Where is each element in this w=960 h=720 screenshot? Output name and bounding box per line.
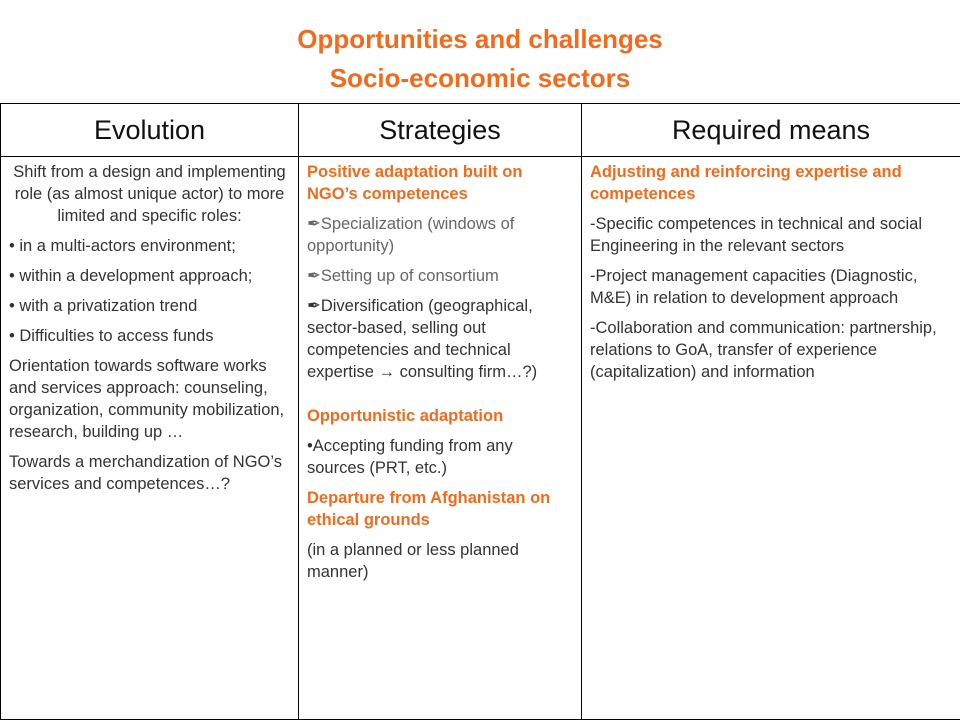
evolution-merchandization: Towards a merchandization of NGO’s services and competences…? [9, 453, 282, 493]
opportunistic-adaptation-heading: Opportunistic adaptation [307, 407, 504, 425]
opportunistic-item: •Accepting funding from any sources (PRT, etc.) [307, 437, 513, 477]
header-evolution: Evolution [1, 104, 299, 157]
means-heading: Adjusting and reinforcing expertise and competences [590, 163, 902, 203]
evolution-bullet: • in a multi-actors environment; [9, 237, 236, 255]
positive-adaptation-heading: Positive adaptation built on NGO’s competences [307, 163, 523, 203]
slide-subtitle: Socio-economic sectors [329, 63, 631, 93]
evolution-cell [1, 157, 299, 720]
table-body-row [1, 157, 960, 720]
header-strategies: Strategies [299, 104, 582, 157]
strategies-cell [299, 157, 582, 720]
strategy-item: ✒Specialization (windows of opportunity) [307, 215, 515, 255]
header-required-means: Required means [582, 104, 960, 157]
strategy-item: ✒Setting up of consortium [307, 267, 499, 285]
evolution-bullet: • with a privatization trend [9, 297, 198, 315]
evolution-bullet: • within a development approach; [9, 267, 253, 285]
means-item: -Specific competences in technical and social Engineering in the relevant sectors [590, 215, 923, 255]
means-item: -Collaboration and communication: partnership, relations to GoA, transfer of experience (capitalization) and information [590, 319, 937, 381]
evolution-bullet: • Difficulties to access funds [9, 327, 214, 345]
departure-heading: Departure from Afghanistan on ethical grounds [307, 489, 551, 529]
evolution-intro: Shift from a design and implementing role (as almost unique actor) to more limited and specific roles: [13, 163, 286, 225]
slide-title: Opportunities and challenges [297, 24, 663, 54]
required-means-cell [582, 157, 960, 720]
table-header-row [1, 104, 960, 157]
departure-note: (in a planned or less planned manner) [307, 541, 519, 581]
means-item: -Project management capacities (Diagnostic, M&E) in relation to development approach [590, 267, 918, 307]
strategy-item: ✒Diversification (geographical, sector-based, selling out competencies and technical expertise → consulting firm…?) [307, 297, 538, 381]
evolution-orientation: Orientation towards software works and services approach: counseling, organization, community mobilization, research, building up … [9, 357, 285, 441]
strategy-table [0, 103, 960, 720]
